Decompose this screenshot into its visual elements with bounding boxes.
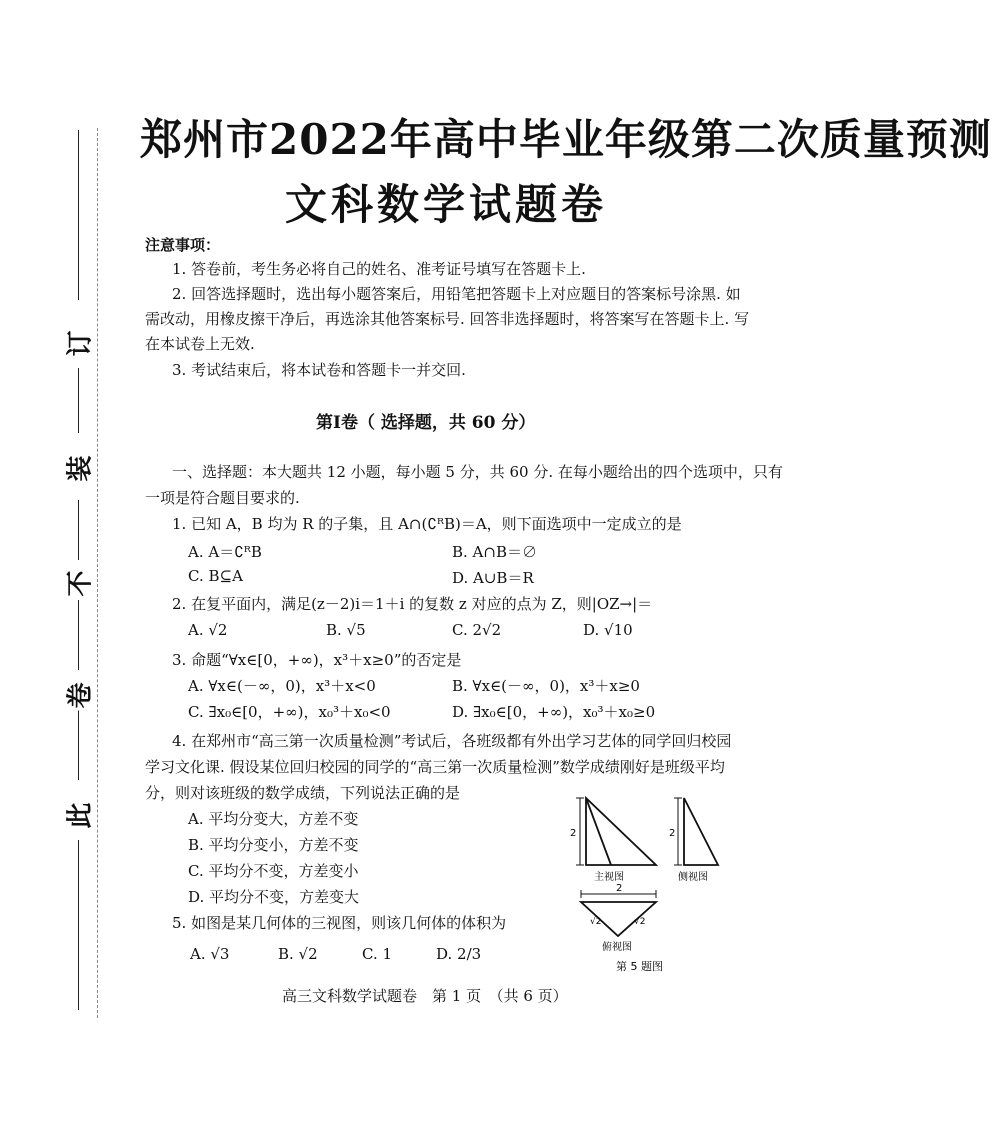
binding-char-ding: 订 bbox=[60, 329, 97, 359]
notice-item-2-end: 在本试卷上无效. bbox=[145, 335, 255, 353]
side-view bbox=[674, 798, 718, 865]
q4-option-c: C. 平均分不变，方差变小 bbox=[188, 862, 359, 880]
q4-stem-line1: 4. 在郑州市“高三第一次质量检测”考试后，各班级都有外出学习艺体的同学回归校园 bbox=[172, 732, 732, 750]
q5-option-a: A. √3 bbox=[190, 945, 230, 963]
front-view-height: 2 bbox=[570, 828, 577, 839]
binding-char-zhuang: 装 bbox=[60, 454, 97, 484]
notice-item-2: 2. 回答选择题时，选出每小题答案后，用铅笔把答题卡上对应题目的答案标号涂黑. 如 bbox=[172, 285, 741, 303]
section-title: 第Ⅰ卷（ 选择题，共 60 分） bbox=[316, 413, 536, 433]
front-view-label: 主视图 bbox=[594, 872, 624, 883]
q4-stem-line3: 分，则对该班级的数学成绩，下列说法正确的是 bbox=[145, 784, 461, 802]
side-view-height: 2 bbox=[669, 828, 676, 839]
three-view-figure bbox=[566, 790, 766, 990]
q4-option-b: B. 平均分变小，方差不变 bbox=[188, 836, 359, 854]
front-view bbox=[576, 798, 656, 865]
q1-option-c: C. B⊆A bbox=[188, 567, 243, 585]
q2-option-d: D. √10 bbox=[583, 621, 633, 639]
section-intro-line2: 一项是符合题目要求的. bbox=[145, 489, 300, 507]
top-view bbox=[581, 890, 656, 936]
top-view-width: 2 bbox=[616, 883, 623, 894]
binding-line-mid1 bbox=[78, 368, 79, 433]
exam-subtitle: 文科数学试题卷 bbox=[285, 180, 608, 229]
figure-caption: 第 5 题图 bbox=[616, 960, 663, 973]
q5-option-c: C. 1 bbox=[362, 945, 393, 963]
page-footer: 高三文科数学试题卷 第 1 页 （共 6 页） bbox=[282, 987, 568, 1005]
q3-option-c: C. ∃x₀∈[0，+∞)，x₀³＋x₀<0 bbox=[188, 703, 391, 721]
q3-option-a: A. ∀x∈(－∞，0)，x³＋x<0 bbox=[188, 677, 376, 695]
binding-line-bottom bbox=[78, 840, 79, 1010]
notice-heading: 注意事项： bbox=[145, 236, 221, 254]
binding-line-top bbox=[78, 130, 79, 300]
notice-item-2-cont: 需改动，用橡皮擦干净后，再选涂其他答案标号. 回答非选择题时，将答案写在答题卡上. 写 bbox=[145, 310, 750, 328]
q3-option-d: D. ∃x₀∈[0，+∞)，x₀³＋x₀≥0 bbox=[452, 703, 656, 721]
binding-dashed-line bbox=[97, 128, 98, 1018]
q4-option-d: D. 平均分不变，方差变大 bbox=[188, 888, 360, 906]
q3-stem: 3. 命题“∀x∈[0，+∞)，x³＋x≥0”的否定是 bbox=[172, 651, 462, 669]
q1-stem: 1. 已知 A，B 均为 R 的子集，且 A∩(∁ᴿB)＝A，则下面选项中一定成立的是 bbox=[172, 515, 682, 533]
top-view-edge-right: √2 bbox=[634, 917, 646, 927]
q5-option-d: D. 2/3 bbox=[436, 945, 482, 963]
binding-line-mid3 bbox=[78, 600, 79, 670]
q4-stem-line2: 学习文化课. 假设某位回归校园的同学的“高三第一次质量检测”数学成绩刚好是班级平均 bbox=[145, 758, 725, 776]
q5-option-b: B. √2 bbox=[278, 945, 318, 963]
binding-char-bu: 不 bbox=[60, 569, 97, 599]
q1-option-d: D. A∪B＝R bbox=[452, 569, 534, 587]
binding-line-mid2 bbox=[78, 500, 79, 560]
q1-option-a: A. A＝∁ᴿB bbox=[188, 543, 262, 561]
q2-option-a: A. √2 bbox=[188, 621, 228, 639]
binding-line-mid4 bbox=[78, 710, 79, 780]
top-view-edge-left: √2 bbox=[590, 917, 602, 927]
q4-option-a: A. 平均分变大，方差不变 bbox=[188, 810, 359, 828]
exam-title: 郑州市2022年高中毕业年级第二次质量预测 bbox=[140, 115, 992, 164]
q5-stem: 5. 如图是某几何体的三视图，则该几何体的体积为 bbox=[172, 914, 507, 932]
top-view-label: 俯视图 bbox=[602, 942, 632, 953]
section-intro-line1: 一、选择题：本大题共 12 小题，每小题 5 分，共 60 分. 在每小题给出的四个选项中，只有 bbox=[172, 463, 783, 481]
notice-item-3: 3. 考试结束后，将本试卷和答题卡一并交回. bbox=[172, 361, 466, 379]
q2-stem: 2. 在复平面内，满足(z－2)i＝1＋i 的复数 z 对应的点为 Z，则|OZ→|＝ bbox=[172, 595, 653, 613]
side-view-label: 侧视图 bbox=[678, 872, 708, 883]
q3-option-b: B. ∀x∈(－∞，0)，x³＋x≥0 bbox=[452, 677, 640, 695]
binding-char-ci: 此 bbox=[60, 801, 97, 831]
binding-char-juan: 卷 bbox=[60, 681, 97, 711]
q2-option-c: C. 2√2 bbox=[452, 621, 502, 639]
q2-option-b: B. √5 bbox=[326, 621, 366, 639]
q1-option-b: B. A∩B＝∅ bbox=[452, 543, 537, 561]
notice-item-1: 1. 答卷前，考生务必将自己的姓名、准考证号填写在答题卡上. bbox=[172, 260, 586, 278]
